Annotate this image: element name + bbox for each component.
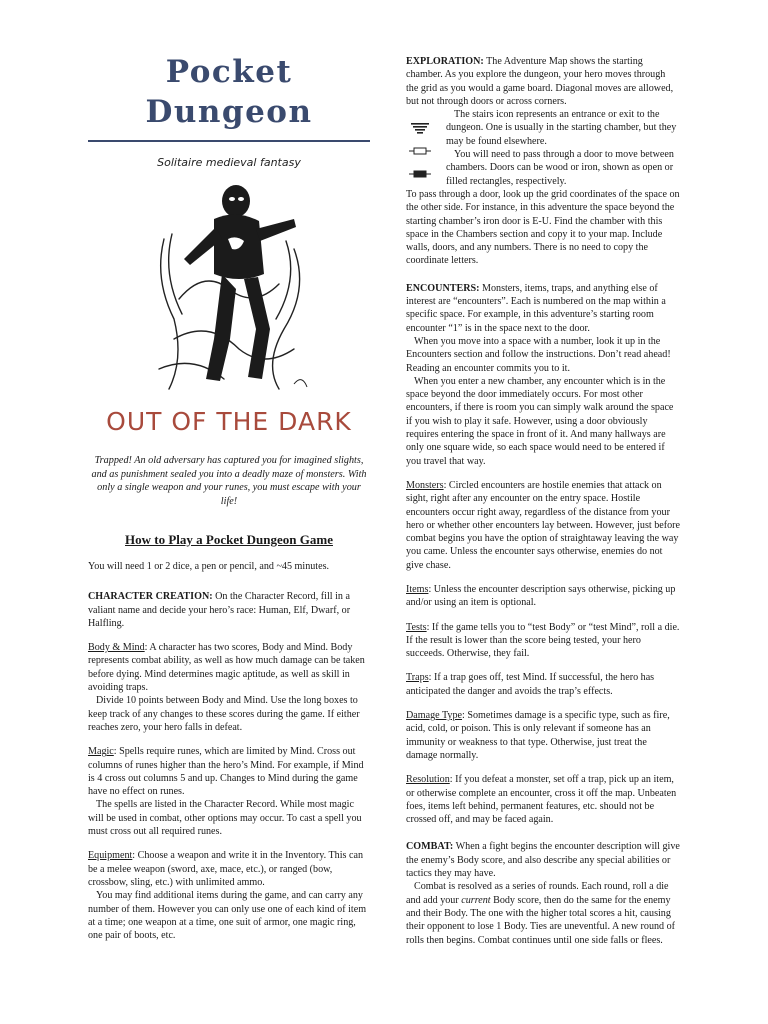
equipment-paragraph bbox=[88, 849, 370, 889]
combat-text-2a: Combat is resolved as a series of rounds. Each round, roll a die and add your bbox=[406, 881, 669, 906]
logo-title-line2: Dungeon bbox=[145, 94, 313, 130]
items-lead: Items bbox=[406, 583, 429, 595]
subtitle: Solitaire medieval fantasy bbox=[157, 156, 301, 169]
resolution-text: : If you defeat a monster, set off a trap, pick up an item, or otherwise complete an encounter, cross it off the map. Unbeaten foes, items left behind, permanent features, etc. should not be crossed off, and may be faced again. bbox=[406, 774, 677, 826]
stairs-paragraph: The stairs icon represents an entrance or exit to the dungeon. One is usually in the starting chamber, but they may be found elsewhere. bbox=[446, 109, 677, 147]
combat-text-2b: Body score, then do the same for the enemy and their Body. The one with the higher total scores a hit, causing their opponent to lose 1 Body. Ties are uneventful. A new round of rolls then begins. Combat continues until one side falls or flees. bbox=[406, 894, 676, 946]
encounters-lead: ENCOUNTERS: bbox=[406, 282, 480, 294]
right-column bbox=[406, 55, 680, 947]
combat-paragraph-2 bbox=[406, 880, 680, 946]
encounters-text: Monsters, items, traps, and anything else of interest are “encounters”. Each is numbered on the map within a specific space. For example, in this adventure’s starting room encounter “1” is in the space next to the door. bbox=[406, 282, 666, 334]
combat-lead: COMBAT: bbox=[406, 841, 454, 853]
exploration-lead: EXPLORATION: bbox=[406, 56, 484, 67]
monsters-lead: Monsters bbox=[406, 479, 444, 491]
magic-lead: Magic bbox=[88, 746, 114, 758]
stairs-icon bbox=[410, 122, 430, 134]
logo-title-line1: Pocket bbox=[165, 54, 293, 90]
tests-lead: Tests bbox=[406, 621, 427, 633]
encounters-paragraph bbox=[406, 282, 680, 335]
body-mind-paragraph bbox=[88, 641, 370, 694]
monsters-paragraph bbox=[406, 479, 680, 572]
combat-paragraph bbox=[406, 840, 680, 880]
encounters-paragraph-3: When you enter a new chamber, any encounter which is in the space beyond the door immediately occurs. For most other encounters, if there is room you can simply walk around the space if you wish to play it safe. However, using a door obviously requires entering the space in front of it. And many hallways are only one square wide, so each space would need to be entered if you travel that way. bbox=[406, 375, 674, 467]
adventure-blurb: Trapped! An old adversary has captured you for imagined slights, and as punishment sealed you into a deadly maze of monsters. With only a single weapon and your runes, you must escape with your life! bbox=[91, 455, 367, 507]
exploration-paragraph bbox=[406, 55, 680, 108]
equipment-paragraph-2: You may find additional items during the game, and can carry any number of them. However you can only use one of each kind of item at a time; one weapon at a time, one suit of armor, one magic ring, one pair of boots, etc. bbox=[88, 890, 367, 942]
doors-paragraph: You will need to pass through a door to move between chambers. Doors can be wood or iron, shown as open or filled rectangles, respectively. bbox=[446, 149, 674, 187]
resolution-lead: Resolution bbox=[406, 774, 450, 786]
how-to-play-heading: How to Play a Pocket Dungeon Game bbox=[125, 532, 333, 547]
body-mind-paragraph-2: Divide 10 points between Body and Mind. Use the long boxes to keep track of any changes to these scores during the game. If either reaches zero, your hero falls in defeat. bbox=[88, 695, 360, 733]
traps-paragraph bbox=[406, 671, 680, 698]
tests-text: : If the game tells you to “test Body” or “test Mind”, roll a die. If the result is lower than the score being tested, your hero succeeds. Otherwise, they fail. bbox=[406, 621, 680, 660]
combat-text-2-emphasis: current bbox=[461, 894, 491, 906]
items-text: : Unless the encounter description says otherwise, picking up and/or using an item is optional. bbox=[406, 583, 676, 609]
character-creation-paragraph bbox=[88, 590, 370, 630]
equipment-lead: Equipment bbox=[88, 850, 133, 862]
resolution-paragraph bbox=[406, 773, 680, 826]
logo-divider bbox=[88, 140, 370, 142]
tests-paragraph bbox=[406, 621, 680, 661]
wood-door-icon bbox=[409, 147, 431, 155]
left-column bbox=[88, 52, 370, 942]
hero-illustration bbox=[144, 179, 314, 401]
damage-type-lead: Damage Type bbox=[406, 710, 463, 722]
monsters-text: : Circled encounters are hostile enemies that attack on sight, right after any encounter on the entry space. Hostile encounters occur right away, regardless of the distance from your hero or whether other encounters lay between. However, just before combat begins you have the option of straightaway leaving the way you came. Unless the encounter says otherwise, enemies do not give chase. bbox=[406, 479, 680, 571]
magic-text: : Spells require runes, which are limited by Mind. Cross out columns of runes higher than the hero’s Mind. For example, if Mind is 4 cross out columns 5 and up. Changes to Mind during the game have no effect on runes. bbox=[88, 746, 364, 798]
magic-paragraph bbox=[88, 745, 370, 798]
traps-lead: Traps bbox=[406, 672, 429, 684]
character-creation-text: On the Character Record, fill in a valiant name and decide your hero’s race: Human, Elf, Dwarf, or Halfling. bbox=[88, 591, 351, 629]
magic-paragraph-2: The spells are listed in the Character Record. While most magic will be used in combat, other options may occur. To cast a spell you must cross out all required runes. bbox=[88, 799, 362, 838]
exploration-text: The Adventure Map shows the starting chamber. As you explore the dungeon, your hero moves through the grid as you would a game board. Diagonal moves are allowed, but not through doors or across corners. bbox=[406, 56, 674, 107]
body-mind-text: : A character has two scores, Body and Mind. Body represents combat ability, as well as how much damage can be taken before dying. Mind determines magic aptitude, as well as skill in avoiding traps. bbox=[88, 642, 365, 694]
exploration-paragraph-3: To pass through a door, look up the grid coordinates of the space on the other side. For instance, in this adventure the space beyond the starting chamber’s iron door is E-U. Find the chamber with this space in the Chambers section and copy it to your map. Include walls, doors, and any numbers. There is no need to copy the coordinate letters. bbox=[406, 188, 680, 267]
traps-text: : If a trap goes off, test Mind. If successful, the hero has anticipated the danger and avoids the trap’s effects. bbox=[406, 672, 655, 697]
damage-type-paragraph bbox=[406, 709, 680, 762]
supplies-intro: You will need 1 or 2 dice, a pen or pencil, and ~45 minutes. bbox=[88, 561, 330, 572]
iron-door-icon bbox=[409, 170, 431, 178]
combat-text: When a fight begins the encounter description will give the enemy’s Body score, and also describe any special abilities or tactics they may have. bbox=[406, 841, 680, 880]
items-paragraph bbox=[406, 583, 680, 610]
body-mind-lead: Body & Mind bbox=[88, 642, 145, 654]
map-icons-block bbox=[406, 108, 680, 188]
damage-type-text: : Sometimes damage is a specific type, such as fire, acid, cold, or poison. This is only relevant if someone has an immunity or weakness to that type. Otherwise, just treat the damage normally. bbox=[406, 710, 670, 761]
adventure-title: OUT OF THE DARK bbox=[106, 407, 352, 436]
equipment-text: : Choose a weapon and write it in the Inventory. This can be a melee weapon (sword, axe, mace, etc.), or ranged (bow, crossbow, sling, etc.) with unlimited ammo. bbox=[88, 850, 363, 888]
character-creation-lead: CHARACTER CREATION: bbox=[88, 591, 213, 603]
encounters-paragraph-2: When you move into a space with a number, look it up in the Encounters section and follow the instructions. Don’t read ahead! Reading an encounter commits you to it. bbox=[406, 335, 671, 374]
